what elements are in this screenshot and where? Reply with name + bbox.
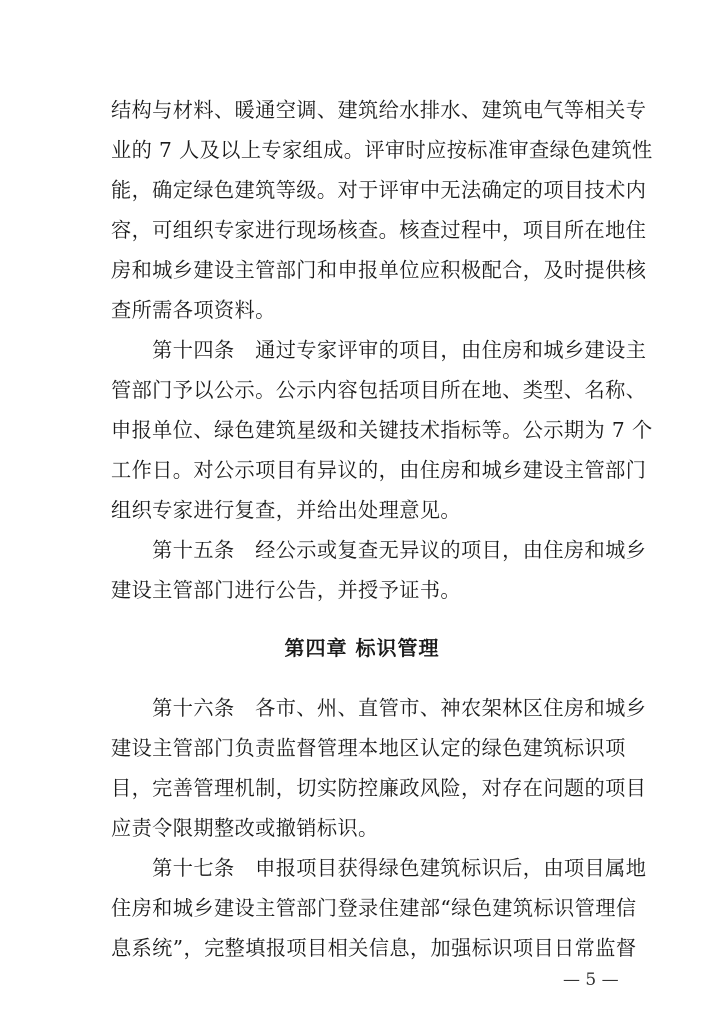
body-text-line: 住房和城乡建设主管部门登录住建部“绿色建筑标识管理信: [111, 896, 637, 920]
body-text-line: 申报单位、绿色建筑星级和关键技术指标等。公示期为 7 个: [111, 418, 653, 442]
body-text-line: 工作日。对公示项目有异议的，由住房和城乡建设主管部门: [111, 458, 647, 482]
article-14-start: 第十四条 通过专家评审的项目，由住房和城乡建设主: [111, 338, 647, 362]
body-text-line: 应责令限期整改或撤销标识。: [111, 816, 379, 840]
body-text-line: 业的 7 人及以上专家组成。评审时应按标准审查绿色建筑性: [111, 138, 653, 162]
body-text-line: 建设主管部门进行公告，并授予证书。: [111, 578, 461, 602]
body-text-line: 结构与材料、暖通空调、建筑给水排水、建筑电气等相关专: [111, 98, 647, 122]
article-17-start: 第十七条 申报项目获得绿色建筑标识后，由项目属地: [111, 856, 647, 880]
chapter-heading: 第四章 标识管理: [284, 636, 440, 660]
body-text-line: 目，完善管理机制，切实防控廉政风险，对存在问题的项目: [111, 776, 647, 800]
body-text-line: 息系统”，完整填报项目相关信息，加强标识项目日常监督: [111, 936, 637, 960]
page-number: — 5 —: [563, 970, 619, 990]
body-text-line: 房和城乡建设主管部门和申报单位应积极配合，及时提供核: [111, 258, 647, 282]
body-text-line: 组织专家进行复查，并给出处理意见。: [111, 498, 461, 522]
body-text-line: 管部门予以公示。公示内容包括项目所在地、类型、名称、: [111, 378, 647, 402]
body-text-line: 容，可组织专家进行现场核查。核查过程中，项目所在地住: [111, 218, 647, 242]
article-15-start: 第十五条 经公示或复查无异议的项目，由住房和城乡: [111, 538, 647, 562]
body-text-line: 能，确定绿色建筑等级。对于评审中无法确定的项目技术内: [111, 178, 647, 202]
body-text-line: 查所需各项资料。: [111, 298, 276, 322]
article-16-start: 第十六条 各市、州、直管市、神农架林区住房和城乡: [111, 696, 647, 720]
body-text-line: 建设主管部门负责监督管理本地区认定的绿色建筑标识项: [111, 736, 626, 760]
